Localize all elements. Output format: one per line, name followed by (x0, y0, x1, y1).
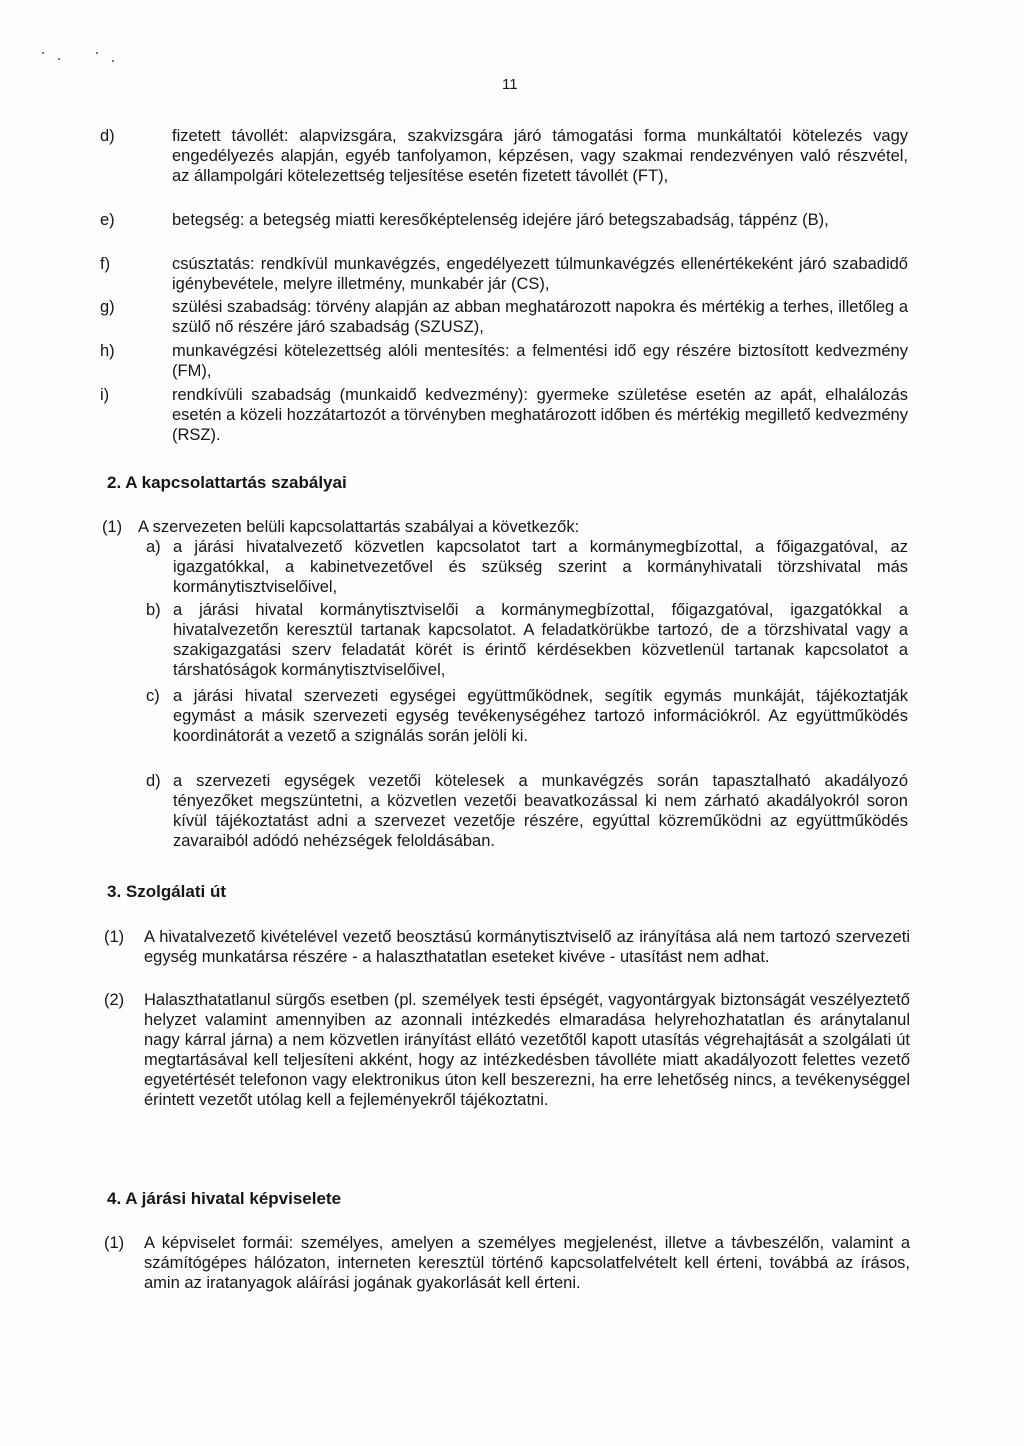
item-text: fizetett távollét: alapvizsgára, szakvizsgára járó támogatási forma munkáltatói kötelezés vagy engedélyezés alapján, egyéb tanfolyamon, képzésen, vagy szakmai rendezvényen való részvétel, az állampolgári kötelezettség teljesítése esetén fizetett távollét (FT), (172, 127, 908, 185)
sub-item-text: a járási hivatalvezető közvetlen kapcsolatot tart a kormánymegbízottal, a főigazgatóval, az igazgatókkal, a kabinetvezetővel és szükség szerint a kormányhivatali törzshivatal más kormánytisztviselőivel, (173, 538, 908, 596)
item-text: betegség: a betegség miatti keresőképtelenség idejére járó betegszabadság, táppénz (B), (172, 211, 829, 229)
paragraph-number: (1) (102, 518, 123, 536)
item-letter: d) (100, 127, 115, 145)
paragraph-number: (1) (104, 1234, 125, 1252)
item-text: csúsztatás: rendkívül munkavégzés, engedélyezett túlmunkavégzés ellenértékeként járó szabadidő igénybevétele, melyre illetmény, munkabér jár (CS), (172, 255, 908, 293)
paragraph-number: (1) (104, 928, 125, 946)
section-heading: 4. A járási hivatal képviselete (107, 1189, 342, 1208)
paragraph-text: A hivatalvezető kivételével vezető beosztású kormánytisztviselő az irányítása alá nem tartozó szervezeti egység munkatársa részére - a halaszthatatlan eseteket kivéve - utasítást nem adhat. (144, 928, 910, 966)
page-number: 11 (502, 76, 518, 93)
item-text: rendkívüli szabadság (munkaidő kedvezmény): gyermeke születése esetén az apát, elhalálozás esetén a közeli hozzátartozót a törvényben meghatározott időben és mértékig megillető kedvezmény (RSZ). (172, 386, 908, 444)
item-letter: f) (100, 255, 111, 273)
sub-item-text: a járási hivatal kormánytisztviselői a kormánymegbízottal, főigazgatóval, igazgatókkal a hivatalvezetőn keresztül tartanak kapcsolatot. A feladatkörükbe tartozó, de a törzshivatal vagy a szakigazgatási szerv feladatát körét is érintő kérdésekben közvetlenül tartanak kapcsolatot a társhatóságok kormánytisztviselőivel, (173, 601, 908, 679)
sub-item-letter: a) (146, 538, 161, 556)
paragraph-text: Halaszthatatlanul sürgős esetben (pl. személyek testi épségét, vagyontárgyak biztonságát veszélyeztető helyzet valamint amennyiben az azonnali intézkedés elmaradása helyrehozhatatlan és aránytalanul nagy kárral járna) a nem közvetlen irányítást ellátó vezetőtől kapott utasítás végrehajtását a szolgálati út megtartásával kell teljesíteni akként, hogy az intézkedésben távolléte miatt akadályozott felettes vezető egyetértését telefonon vagy elektronikus úton kell beszerezni, ha erre lehetőség nincs, a tevékenységgel érintett vezetőt utólag kell a fejleményekről tájékoztatni. (144, 991, 910, 1109)
scan-speck (96, 52, 98, 54)
item-letter: g) (100, 298, 115, 316)
paragraph-number: (2) (104, 991, 125, 1009)
section-heading: 2. A kapcsolattartás szabályai (107, 473, 347, 492)
scan-speck (42, 52, 44, 54)
item-text: munkavégzési kötelezettség alóli mentesítés: a felmentési idő egy részére biztosított kedvezmény (FM), (172, 342, 908, 380)
sub-item-letter: b) (146, 601, 161, 619)
item-letter: e) (100, 211, 115, 229)
sub-item-text: a járási hivatal szervezeti egységei együttműködnek, segítik egymás munkáját, tájékoztatják egymást a másik szervezeti egység tevékenységéhez tartozó információkról. Az együttműködés koordinátorát a vezető a szignálás során jelöli ki. (173, 687, 908, 745)
paragraph-text: A szervezeten belüli kapcsolattartás szabályai a következők: (138, 518, 580, 536)
item-letter: i) (100, 386, 110, 404)
sub-item-text: a szervezeti egységek vezetői kötelesek a munkavégzés során tapasztalható akadályozó tényezőket megszüntetni, a közvetlen vezetői beavatkozással ki nem zárható akadályokról soron kívül tájékoztatást adni a szervezet vezetője részére, egyúttal közreműködni az együttműködés zavaraiból adódó nehézségek feloldásában. (173, 772, 908, 850)
scan-speck (112, 60, 114, 62)
item-letter: h) (100, 342, 115, 360)
paragraph-text: A képviselet formái: személyes, amelyen a személyes megjelenést, illetve a távbeszélőn, valamint a számítógépes hálózaton, interneten keresztül történő kapcsolatfelvételt kell érteni, továbbá az írásos, amin az iratanyagok aláírási jogának gyakorlását kell érteni. (144, 1234, 910, 1292)
sub-item-letter: c) (146, 687, 160, 705)
sub-item-letter: d) (146, 772, 161, 790)
scan-speck (58, 58, 60, 60)
section-heading: 3. Szolgálati út (107, 882, 227, 901)
item-text: szülési szabadság: törvény alapján az abban meghatározott napokra és mértékig a terhes, illetőleg a szülő nő részére járó szabadság (SZUSZ), (172, 298, 908, 336)
